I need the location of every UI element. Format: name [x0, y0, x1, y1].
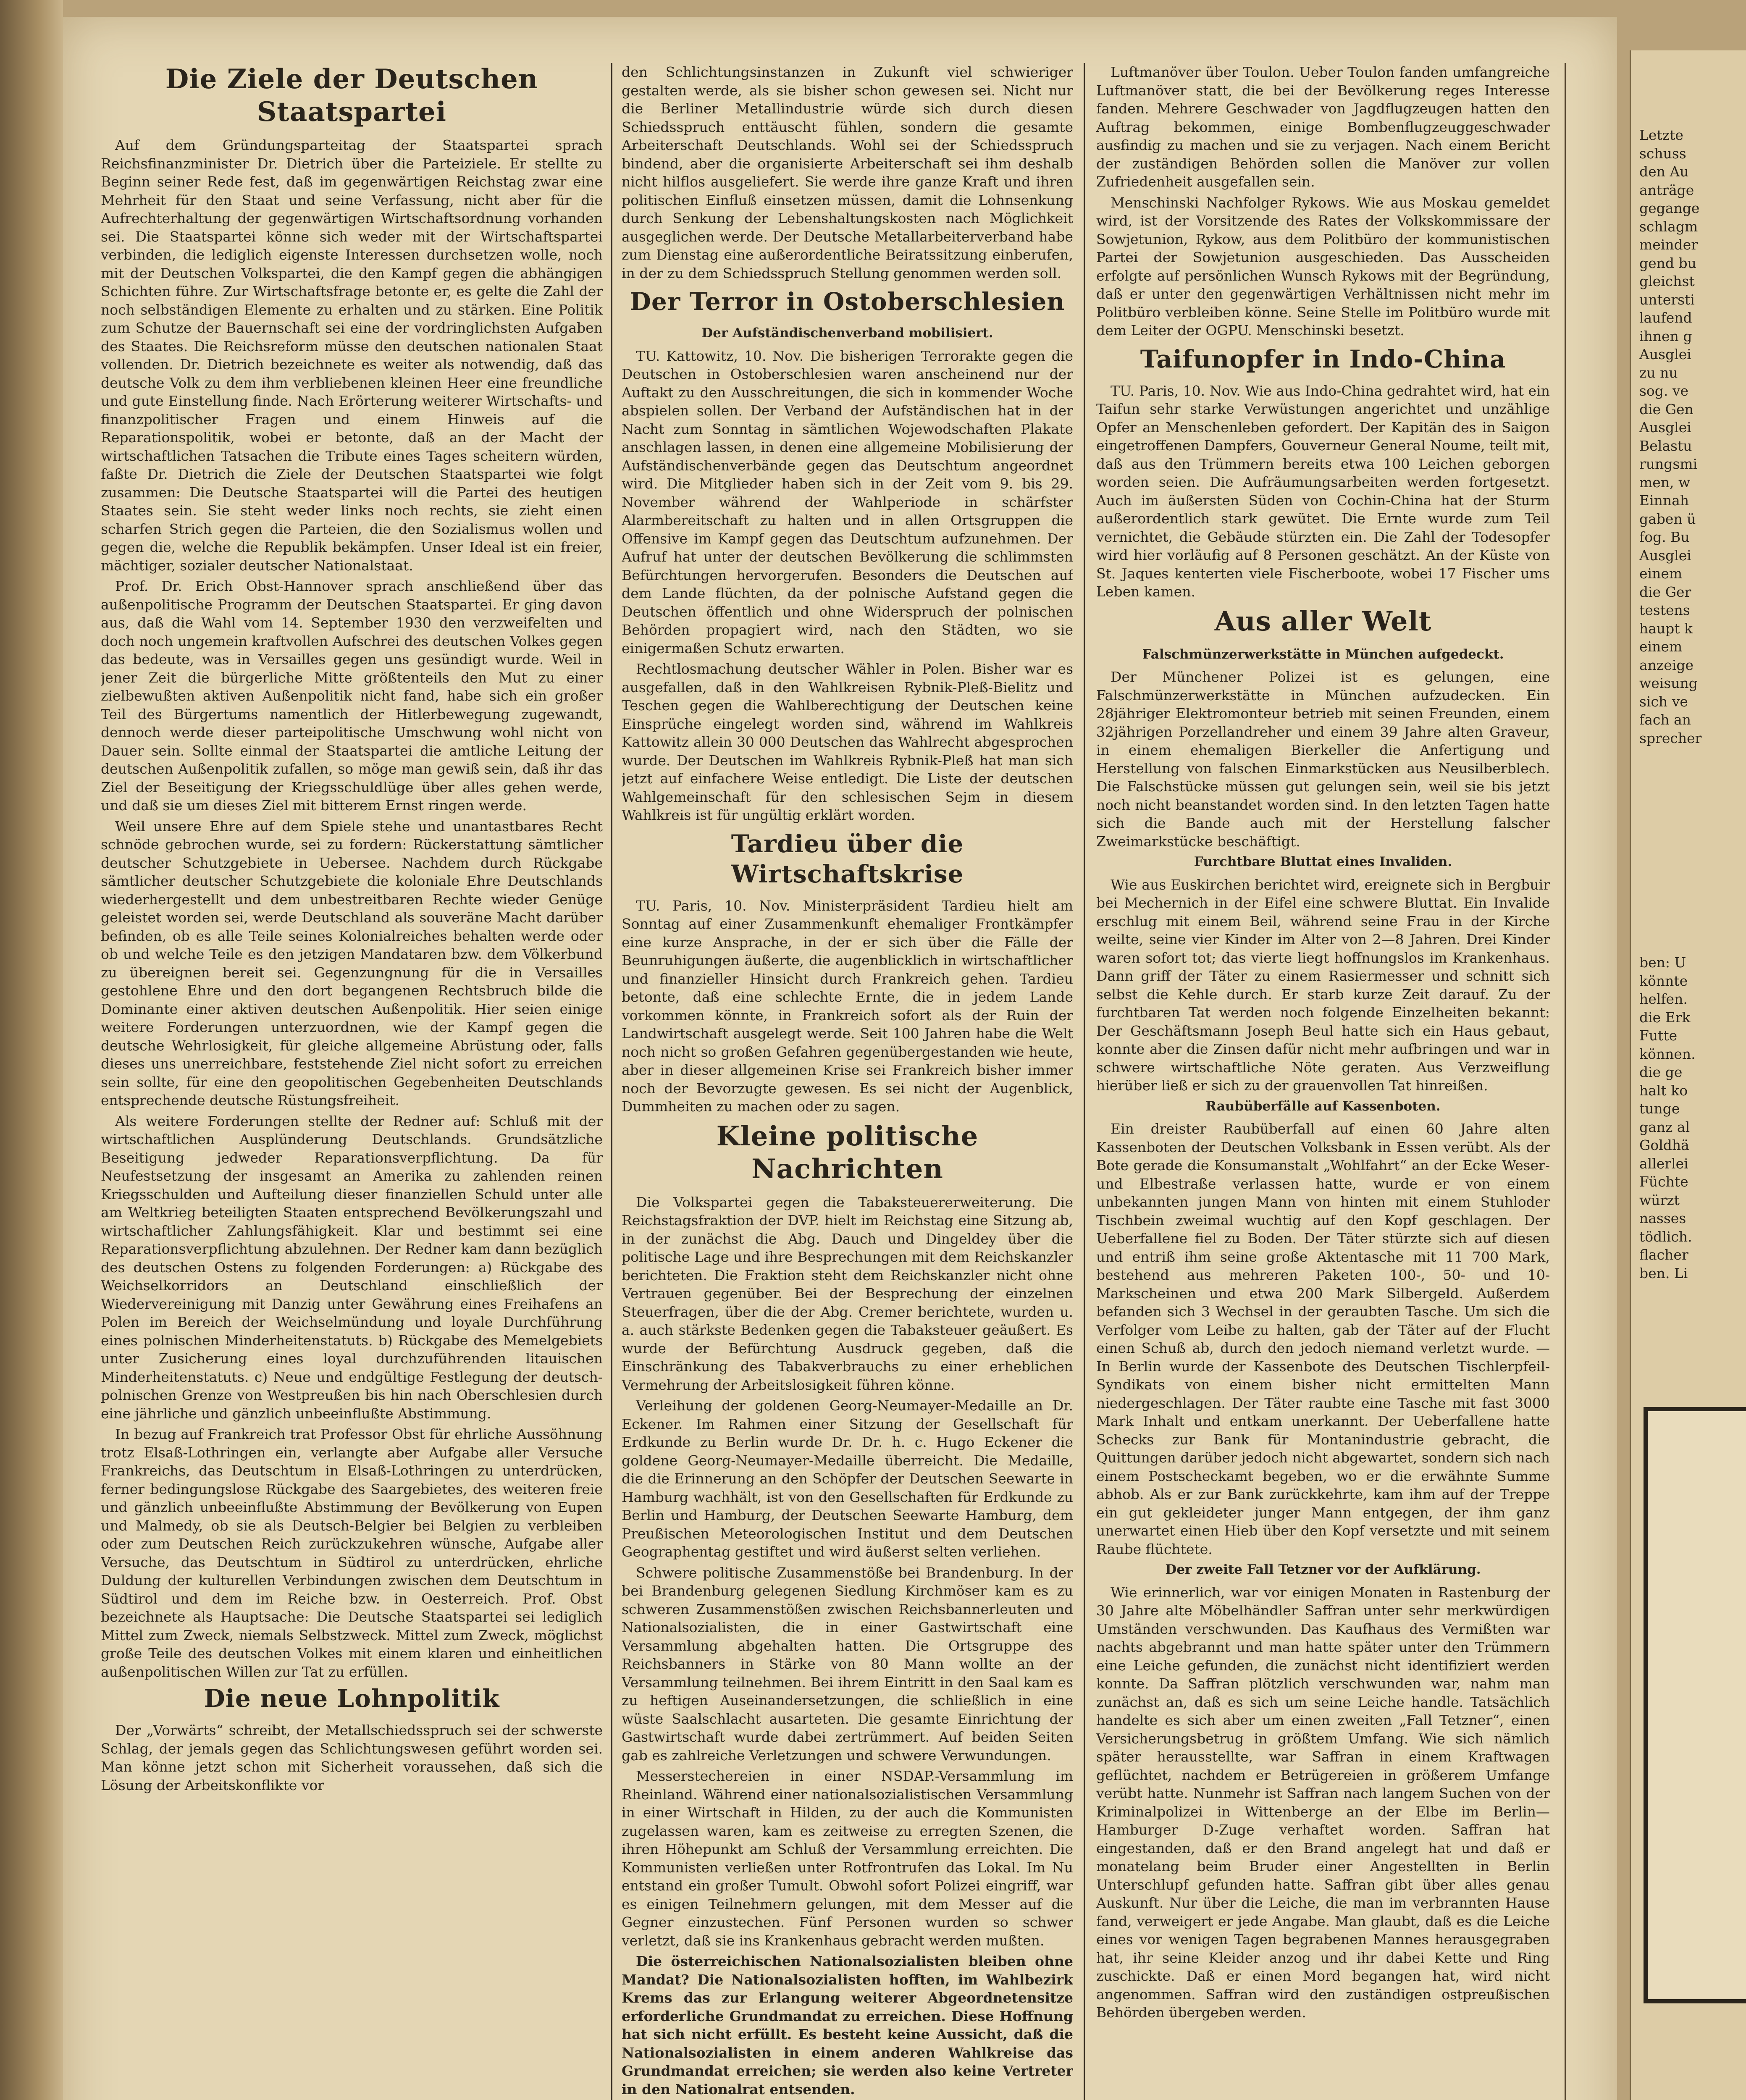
adjacent-text-fragment: Füchte	[1639, 1173, 1688, 1190]
headline-taifun: Taifunopfer in Indo-China	[1140, 344, 1506, 373]
adjacent-text-fragment: Futte	[1639, 1027, 1678, 1044]
adjacent-text-lower	[1631, 953, 1696, 1282]
adjacent-text-fragment: schlagm	[1639, 218, 1698, 235]
adjacent-text-fragment: die ge	[1639, 1064, 1683, 1080]
adjacent-text-fragment: den Au	[1639, 163, 1689, 180]
adjacent-text-fragment: die Erk	[1639, 1009, 1691, 1026]
adjacent-text-fragment: könnte	[1639, 972, 1688, 989]
headline-kleine-nachrichten: Kleine politische Nachrichten	[716, 1120, 979, 1185]
adjacent-text-fragment: meinder	[1639, 236, 1698, 253]
adjacent-text-fragment: Ausglei	[1639, 547, 1691, 564]
adjacent-text-fragment: sprecher	[1639, 730, 1702, 746]
column-rule	[611, 63, 612, 2100]
adjacent-text-fragment: anzeige	[1639, 656, 1694, 673]
article-paragraph: Weil unsere Ehre auf dem Spiele stehe und unantastbares Recht schnöde gebrochen wurde, sei zu fordern: Rückerstattung sämtlicher deutscher Schutzgebiete in Uebersee. Nachdem durch Rückgabe sämtlicher deutscher Schutzgebiete die koloniale Ehre Deutschlands wiederhergestellt und dem unbestreitbaren Rechte wieder Genüge geleistet worden sei, werde Deutschland als souveräne Macht darüber befinden, ob es alle Teile seines Kolonialreiches behalten werde oder ob und welche Teile es den jetzigen Mandataren bzw. dem Völkerbund zu übereignen bereit sei. Gegenzungnung für die in Versailles gestohlene Ehre und den dort begangenen Rechtsbruch bilde die Dominante einer aktiven deutschen Außenpolitik. Hier seien einige weitere Forderungen unterzuordnen, wie der Kampf gegen die deutsche Wehrlosigkeit, für gleiche allgemeine Abrüstung oder, falls dieses uns unerreichbare, feststehende Ziel nicht sofort zu erreichen sein sollte, für eine den geopolitischen Gegebenheiten Deutschlands entsprechende deutsche Rüstungsfreiheit.	[101, 818, 603, 1108]
adjacent-text-fragment: einem	[1639, 638, 1683, 655]
subheadline: Furchtbare Bluttat eines Invaliden.	[1194, 854, 1452, 869]
subheadline: Raubüberfälle auf Kassenboten.	[1205, 1098, 1441, 1114]
subheadline: Der Aufständischenverband mobilisiert.	[701, 326, 993, 341]
article-paragraph: Als weitere Forderungen stellte der Redner auf: Schluß mit der wirtschaftlichen Ausplünderung Deutschlands. Grundsätzliche Beseitigung jedweder Reparationsverpflichtung. Da für Neufestsetzung der insgesamt an Amerika zu zahlenden reinen Kriegsschulden und Aufteilung dieser finanziellen Schuld unter alle am Weltkrieg beteiligten Staaten entsprechend Bevölkerungszahl und wirtschaftlicher Zahlungsfähigkeit. Klar und bestimmt sei eine Reparationsverpflichtung abzulehnen. Der Redner kam dann bezüglich des deutschen Ostens zu folgenden Forderungen: a) Rückgabe des Weichselkorridors an Deutschland einschließlich der Wiedervereinigung mit Danzig unter Gewährung eines Freihafens an Polen im Bereich der Weichselmündung und loyale Durchführung eines polnischen Minderheitenstatuts. b) Rückgabe des Memelgebiets unter Zusicherung eines loyal durchzuführenden litauischen Minderheitenstatuts. c) Neue und endgültige Festlegung der deutsch-polnischen Grenze von Westpreußen bis hin nach Oberschlesien durch eine jährliche und gänzlich unbeeinflußte Abstimmung.	[101, 1113, 603, 1422]
adjacent-text-fragment: ganz al	[1639, 1118, 1690, 1135]
adjacent-text-fragment: untersti	[1639, 291, 1695, 308]
adjacent-text-fragment: schuss	[1639, 145, 1686, 162]
article-paragraph: Verleihung der goldenen Georg-Neumayer-Medaille an Dr. Eckener. Im Rahmen einer Sitzung der Gesellschaft für Erdkunde zu Berlin wurde Dr. Dr. h. c. Hugo Eckener die goldene Georg-Neumayer-Medaille überreicht. Die Medaille, die die Erinnerung an den Schöpfer der Deutschen Seewarte in Hamburg wachhält, ist von den Gesellschaften für Erdkunde zu Berlin und Hamburg, der Deutschen Seewarte Hamburg, dem Preußischen Meteorologischen Institut und dem Deutschen Geographentag gestiftet und wird äußerst selten verliehen.	[622, 1397, 1073, 1560]
adjacent-text-fragment: sog. ve	[1639, 383, 1689, 399]
article-paragraph: Wie aus Euskirchen berichtet wird, ereignete sich in Bergbuir bei Mechernich in der Eifel eine schwere Bluttat. Ein Invalide erschlug mit einem Beil, während seine Frau in der Kirche weilte, seine vier Kinder im Alter von 2—8 Jahren. Drei Kinder waren sofort tot; das vierte liegt hoffnungslos im Krankenhaus. Dann griff der Täter zu einem Rasiermesser und schnitt sich selbst die Kehle durch. Er starb kurze Zeit darauf. Zu der furchtbaren Tat werden noch folgende Einzelheiten bekannt: Der Geschäftsmann Joseph Beul hatte sich ein Haus gebaut, konnte aber die Zinsen dafür nicht mehr aufbringen und war in schwere wirtschaftliche Nöte geraten. Aus Verzweiflung hierüber ließ er sich zu der grauenvollen Tat hinreißen.	[1096, 876, 1550, 1094]
adjacent-text-fragment: ben. Li	[1639, 1265, 1688, 1281]
article-paragraph: Wie erinnerlich, war vor einigen Monaten in Rastenburg der 30 Jahre alte Möbelhändler Saffran unter sehr merkwürdigen Umständen verschwunden. Das Kaufhaus des Vermißten war nachts abgebrannt und man hatte später unter den Trümmern eine Leiche gefunden, die zunächst nicht identifiziert werden konnte. Da Saffran plötzlich verschwunden war, nahm man zunächst an, daß es sich um seine Leiche handle. Tatsächlich handelte es sich aber um einen zweiten „Fall Tetzner“, einen Versicherungsbetrug in größtem Umfang. Wie sich nämlich später herausstellte, war Saffran in einem Kraftwagen geflüchtet, nachdem er Betrügereien in größerem Umfange verübt hatte. Nunmehr ist Saffran nach langem Suchen von der Kriminalpolizei in Wittenberge an der Elbe im Berlin—Hamburger D-Zuge verhaftet worden. Saffran hat eingestanden, daß er den Brand angelegt hat und daß er monatelang beim Bruder einer Angestellten in Berlin Unterschlupf gefunden hatte. Saffran gibt über alles genau Auskunft. Nur über die Leiche, die man im verbrannten Hause fand, verweigert er jede Angabe. Man glaubt, daß es die Leiche eines vor wenigen Tagen begrabenen Mannes herausgegraben hat, ihr seine Kleider anzog und ihr dabei Kette und Ring zuschickte. Daß er einen Mord begangen hat, wird nicht angenommen. Saffran wird den zuständigen ostpreußischen Behörden übergeben werden.	[1096, 1584, 1550, 2021]
article-paragraph: Der Münchener Polizei ist es gelungen, eine Falschmünzerwerkstätte in München aufzudecken. Ein 28jähriger Elektromonteur betrieb mit seinen Freunden, einem 32jährigen Porzellandreher und einem 39 Jahre alten Graveur, in einem ehemaligen Bierkeller die Anfertigung und Herstellung von falschen Einmarkstücken aus Neusilberblech. Die Falschstücke müssen gut gelungen sein, weil sie bis jetzt noch nicht beanstandet worden sind. In den letzten Tagen hatte sich die Bande auch mit der Herstellung falscher Zweimarkstücke beschäftigt.	[1096, 669, 1550, 850]
column-rule	[1084, 63, 1085, 2100]
adjacent-text-fragment: können.	[1639, 1045, 1696, 1062]
article-paragraph: Menschinski Nachfolger Rykows. Wie aus Moskau gemeldet wird, ist der Vorsitzende des Rates der Volkskommissare der Sowjetunion, Rykow, aus dem Politbüro der kommunistischen Partei der Sowjetunion ausgeschieden. Das Ausscheiden erfolgte auf persönlichen Wunsch Rykows mit der Begründung, daß er unter den gegenwärtigen Verhältnissen nicht mehr im Politbüro verbleiben könne. Seine Stelle im Politbüro wurde mit dem Leiter der OGPU. Menschinski besetzt.	[1096, 194, 1550, 339]
adjacent-text-fragment: einem	[1639, 565, 1683, 582]
adjacent-text-fragment: halt ko	[1639, 1082, 1688, 1099]
headline-staatspartei: Die Ziele der Deutschen Staatspartei	[165, 63, 538, 128]
headline-aus-aller-welt: Aus aller Welt	[1214, 605, 1432, 637]
book-spine	[0, 0, 63, 2100]
article-paragraph: Die österreichischen Nationalsozialisten bleiben ohne Mandat? Die Nationalsozialisten hofften, im Wahlbezirk Krems das zur Erlangung weiterer Abgeordnetensitze erforderliche Grundmandat zu erreichen. Diese Hoffnung hat sich nicht erfüllt. Es besteht keine Aussicht, daß die Nationalsozialisten in einem anderen Wahlkreise das Grundmandat erreichen; sie werden also keine Vertreter in den Nationalrat entsenden.	[622, 1953, 1073, 2097]
column-2	[622, 63, 1073, 2100]
adjacent-text-fragment: haupt k	[1639, 620, 1693, 637]
article-paragraph: Rechtlosmachung deutscher Wähler in Polen. Bisher war es ausgefallen, daß in den Wahlkreisen Rybnik-Pleß-Bielitz und Teschen gegen die Wahlberechtigung der Deutschen keine Einsprüche eingelegt worden sind, während im Wahlkreis Kattowitz allein 30 000 Deutschen das Wahlrecht abgesprochen wurde. Der Deutschen im Wahlkreis Rybnik-Pleß hat man sich jetzt auf einfachere Weise entledigt. Die Liste der deutschen Wahlgemeinschaft für den schlesischen Sejm in diesem Wahlkreis ist für ungültig erklärt worden.	[622, 661, 1073, 823]
article-paragraph: Ein dreister Raubüberfall auf einen 60 Jahre alten Kassenboten der Deutschen Volksbank in Essen verübt. Als der Bote gerade die Konsumanstalt „Wohlfahrt“ an der Ecke Weser- und Elbestraße verlassen hatte, wurde er von einem unbekannten jungen Mann von hinten mit einem Stuhloder Tischbein zweimal wuchtig auf den Kopf geschlagen. Der Ueberfallene fiel zu Boden. Der Täter stürzte sich auf diesen und entriß ihm seine große Aktentasche mit 11 700 Mark, bestehend aus mehreren Paketen 100-, 50- und 10-Markscheinen und etwa 200 Mark Silbergeld. Außerdem befanden sich 3 Wechsel in der geraubten Tasche. Um sich die Verfolger vom Leibe zu halten, gab der Täter auf der Flucht einen Schuß ab, durch den jedoch niemand verletzt wurde. — In Berlin wurde der Kassenbote des Deutschen Tischlerpfeil-Syndikats von einem bisher nicht ermittelten Mann niedergeschlagen. Der Täter raubte eine Tasche mit fast 3000 Mark Inhalt und entkam unerkannt. Der Ueberfallene hatte Schecks zur Bank für Montanindustrie gebracht, die Quittungen darüber jedoch nicht abgewartet, sondern sich nach einem Postscheckamt begeben, wo er die erwähnte Summe abhob. Als er zur Bank zurückkehrte, kam ihm auf der Treppe ein gut gekleideter junger Mann entgegen, der ihm ganz unerwartet einen Hieb über den Kopf versetzte und mit seinem Raube flüchtete.	[1096, 1121, 1550, 1557]
subheadline: Falschmünzerwerkstätte in München aufgedeckt.	[1142, 646, 1504, 662]
subheadline: Der zweite Fall Tetzner vor der Aufklärung.	[1165, 1562, 1481, 1577]
article-paragraph: Prof. Dr. Erich Obst-Hannover sprach anschließend über das außenpolitische Programm der Deutschen Staatspartei. Er ging davon aus, daß die Wahl vom 14. September 1930 den verzweifelten und doch noch ungemein kraftvollen Aufschrei des deutschen Volkes gegen das bedeute, was in Versailles gegen uns gesündigt wurde. Weil in jener Zeit die bürgerliche Mitte größtenteils den Mut zu einer zielbewußten aktiven Außenpolitik nicht fand, habe sich ein großer Teil des Bürgertums namentlich der Hitlerbewegung zugewandt, dennoch werde dieser parteipolitische Umschwung wohl nicht von Dauer sein. Sollte einmal der Staatspartei die amtliche Leitung der deutschen Außenpolitik zufallen, so möge man gewiß sein, daß ihr das Ziel der Beseitigung der Kriegsschuldlüge über alles gehen werde, und daß sie um dieses Ziel mit bitterem Ernst ringen werde.	[101, 578, 603, 814]
adjacent-text-fragment: gegange	[1639, 200, 1700, 216]
headline-lohnpolitik: Die neue Lohnpolitik	[204, 1684, 500, 1713]
article-paragraph: TU. Paris, 10. Nov. Wie aus Indo-China gedrahtet wird, hat ein Taifun sehr starke Verwüstungen angerichtet und unzählige Opfer an Menschenleben gefordert. Der Kapitän des in Saigon eingetroffenen Dampfers, Gouverneur General Noume, teilt mit, daß aus den Trümmern bereits etwa 100 Leichen geborgen worden seien. Die Aufräumungsarbeiten werden fortgesetzt. Auch im äußersten Süden von Cochin-China hat der Sturm außerordentlich stark gewütet. Die Ernte wurde zum Teil vernichtet, die Gebäude stürzten ein. Die Zahl der Todesopfer wird hier vorläufig auf 8 Personen geschätzt. An der Küste von St. Jaques kenterten viele Fischerboote, wobei 17 Fischer ums Leben kamen.	[1096, 382, 1550, 600]
adjacent-text-fragment: allerlei	[1639, 1155, 1688, 1172]
article-paragraph: Die Volkspartei gegen die Tabaksteuererweiterung. Die Reichstagsfraktion der DVP. hielt im Reichstag eine Sitzung ab, in der zunächst die Abg. Dauch und Dingeldey über die politische Lage und ihre Besprechungen mit dem Reichskanzler berichteten. Die Fraktion steht dem Reichskanzler nicht ohne Vertrauen gegenüber. Bei der Besprechung der einzelnen Steuerfragen, über die der Abg. Cremer berichtete, wurden u. a. auch stärkste Bedenken gegen die Tabaksteuer geäußert. Es wurde der Befürchtung Ausdruck gegeben, daß die Einschränkung des Tabakverbrauchs zu einer erheblichen Vermehrung der Arbeitslosigkeit führen könne.	[622, 1194, 1073, 1393]
column-1	[101, 63, 603, 2100]
adjacent-text-fragment: Goldhä	[1639, 1137, 1689, 1153]
page-edge-rule	[1565, 63, 1566, 2100]
adjacent-text-fragment: fog. Bu	[1639, 529, 1690, 545]
article-paragraph: den Schlichtungsinstanzen in Zukunft viel schwieriger gestalten werde, als sie bisher schon gewesen sei. Nicht nur die Berliner Metallindustrie würde sich durch diesen Schiedsspruch enttäuscht fühlen, sondern die gesamte Arbeiterschaft Deutschlands. Wohl sei der Schiedsspruch bindend, aber die organisierte Arbeiterschaft sei ihm deshalb nicht hilflos ausgeliefert. Sie werde ihre ganze Kraft und ihren politischen Einfluß einsetzen müssen, damit die Lohnsenkung durch Senkung der Lebenshaltungskosten nach Möglichkeit ausgeglichen werde. Der Deutsche Metallarbeiterverband habe zum Dienstag eine außerordentliche Beiratssitzung einberufen, in der zu dem Schiedsspruch Stellung genommen werden soll.	[622, 64, 1073, 281]
adjacent-text-fragment: die Ger	[1639, 583, 1691, 600]
adjacent-text-fragment: tunge	[1639, 1100, 1680, 1117]
headline-terror-ostoberschlesien: Der Terror in Ostoberschlesien	[630, 287, 1065, 316]
article-paragraph: Schwere politische Zusammenstöße bei Brandenburg. In der bei Brandenburg gelegenen Siedlung Kirchmöser kam es zu schweren Zusammenstößen zwischen Reichsbannerleuten und Nationalsozialisten, die in einer Gastwirtschaft eine Versammlung abgehalten hatten. Die Ortsgruppe des Reichsbanners in Stärke von 80 Mann wollte an der Versammlung teilnehmen. Bei ihrem Eintritt in den Saal kam es zu heftigen Auseinandersetzungen, die schließlich in eine wüste Saalschlacht ausarteten. Die gesamte Einrichtung der Gastwirtschaft wurde dabei zertrümmert. Auf beiden Seiten gab es zahlreiche Verletzungen und schwere Verwundungen.	[622, 1564, 1073, 1764]
article-paragraph: Messerstechereien in einer NSDAP.-Versammlung im Rheinland. Während einer nationalsozialistischen Versammlung in einer Wirtschaft in Hilden, zu der auch die Kommunisten zugelassen waren, kam es zeitweise zu erregten Szenen, die ihren Höhepunkt am Schluß der Versammlung erreichten. Die Kommunisten verließen unter Rotfrontrufen das Lokal. Im Nu entstand ein großer Tumult. Obwohl sofort Polizei eingriff, war es einigen Teilnehmern gelungen, mit dem Messer auf die Gegner einzustechen. Fünf Personen wurden so schwer verletzt, daß sie ins Krankenhaus gebracht werden mußten.	[622, 1768, 1073, 1949]
adjacent-text-fragment: sich ve	[1639, 693, 1688, 710]
adjacent-text-fragment: laufend	[1639, 310, 1692, 326]
adjacent-text-fragment: rungsmi	[1639, 456, 1698, 472]
adjacent-text-fragment: Ausglei	[1639, 346, 1691, 362]
adjacent-text-fragment: gleichst	[1639, 273, 1695, 289]
column-3	[1096, 63, 1550, 2100]
adjacent-text-fragment: men, w	[1639, 474, 1691, 491]
adjacent-text-fragment: helfen.	[1639, 991, 1688, 1007]
adjacent-text-fragment: Letzte	[1639, 127, 1683, 143]
adjacent-text-upper	[1631, 126, 1701, 747]
adjacent-text-fragment: nasses	[1639, 1210, 1686, 1226]
advertisement-box	[1644, 1407, 1746, 2003]
adjacent-text-fragment: flacher	[1639, 1247, 1688, 1263]
adjacent-text-fragment: zu nu	[1639, 364, 1678, 381]
adjacent-text-fragment: testens	[1639, 602, 1690, 618]
adjacent-text-fragment: tödlich.	[1639, 1228, 1692, 1245]
adjacent-text-fragment: ben: U	[1639, 954, 1686, 971]
adjacent-text-fragment: würzt	[1639, 1192, 1680, 1208]
adjacent-text-fragment: fach an	[1639, 711, 1691, 728]
article-paragraph: Der „Vorwärts“ schreibt, der Metallschiedsspruch sei der schwerste Schlag, der jemals gegen das Schlichtungswesen geführt worden sei. Man könne jetzt schon mit Sicherheit voraussehen, daß sich die Lösung der Arbeitskonflikte vor	[101, 1722, 603, 1793]
adjacent-text-fragment: Belastu	[1639, 437, 1692, 454]
adjacent-text-fragment: weisung	[1639, 675, 1698, 691]
article-paragraph: In bezug auf Frankreich trat Professor Obst für ehrliche Aussöhnung trotz Elsaß-Lothringen ein, verlangte aber Aufgabe aller Versuche Frankreichs, das Deutschtum in Elsaß-Lothringen zu unterdrücken, ferner bedingungslose Rückgabe des Saargebietes, des weiteren freie und gänzlich unbeeinflußte Abstimmung der Bevölkerung von Eupen und Malmedy, ob sie als Deutsch-Belgier bei Belgien zu verbleiben oder zum Deutschen Reich zurückzukehren wünsche, Aufgabe aller Versuche, das Deutschtum in Südtirol zu unterdrücken, ehrliche Duldung der kulturellen Verbindungen zwischen dem Deutschtum in Südtirol und dem im Reiche bzw. in Oesterreich. Prof. Obst bezeichnete als Hauptsache: Die Deutsche Staatspartei sei lediglich Mittel zum Zweck, niemals Selbstzweck. Mittel zum Zweck, möglichst große Teile des deutschen Volkes mit einem klaren und einheitlichen außenpolitischen Willen zur Tat zu erfüllen.	[101, 1426, 603, 1680]
adjacent-text-fragment: gaben ü	[1639, 510, 1696, 527]
adjacent-text-fragment: ihnen g	[1639, 328, 1692, 344]
adjacent-text-fragment: Einnah	[1639, 492, 1689, 509]
adjacent-text-fragment: anträge	[1639, 181, 1694, 198]
article-paragraph: Auf dem Gründungsparteitag der Staatspartei sprach Reichsfinanzminister Dr. Dietrich über die Parteiziele. Er stellte zu Beginn seiner Rede fest, daß im gegenwärtigen Reichstag zwar eine Mehrheit für den Staat und seine Verfassung, nicht aber für die Aufrechterhaltung der gegenwärtigen Wirtschaftsordnung vorhanden sei. Die Staatspartei könne sich weder mit der Wirtschaftspartei verbinden, die lediglich eigenste Interessen durchsetzen wolle, noch mit der Deutschen Volkspartei, die den Kampf gegen die abhängigen Schichten führe. Zur Wirtschaftsfrage betonte er, es gelte die Zahl der noch selbständigen Elemente zu erhalten und zu stärken. Eine Politik zum Schutze der Bauernschaft sei eine der vordringlichsten Aufgaben des Staates. Die Reichsreform müsse den deutschen nationalen Staat vollenden. Dr. Dietrich bezeichnete es weiter als notwendig, daß das deutsche Volk zu dem ihm verbliebenen kleinen Heer eine freundliche und gute Einstellung finde. Nach Erörterung weiterer Wirtschafts- und finanzpolitischer Fragen und einem Hinweis auf die Reparationspolitik, wobei er betonte, daß an der Macht der wirtschaftlichen Tatsachen die Tribute eines Tages scheitern würden, faßte Dr. Dietrich die Ziele der Deutschen Staatspartei wie folgt zusammen: Die Deutsche Staatspartei will die Partei des heutigen Staates sein. Sie steht weder links noch rechts, sie zieht einen scharfen Strich gegen die Parteien, die den Sozialismus wollen und gegen die, welche die Republik bekämpfen. Unser Ideal ist ein freier, mächtiger, sozialer deutscher Nationalstaat.	[101, 137, 603, 574]
adjacent-text-fragment: Ausglei	[1639, 419, 1691, 436]
article-paragraph: Luftmanöver über Toulon. Ueber Toulon fanden umfangreiche Luftmanöver statt, die bei der Bevölkerung reges Interesse fanden. Mehrere Geschwader von Jagdflugzeugen hatten den Auftrag bekommen, einige Bombenflugzeuggeschwader ausfindig zu machen und sie zu verjagen. Nach einem Bericht der zuständigen Behörden sollen die Manöver zur vollen Zufriedenheit ausgefallen sein.	[1096, 64, 1550, 190]
article-paragraph: TU. Paris, 10. Nov. Ministerpräsident Tardieu hielt am Sonntag auf einer Zusammenkunft ehemaliger Frontkämpfer eine kurze Ansprache, in der er sich über die Fälle der Beunruhigungen äußerte, die augenblicklich in wirtschaftlicher und finanzieller Hinsicht durch Frankreich gehen. Tardieu betonte, daß eine schlechte Ernte, die in jedem Lande vorkommen könnte, in Frankreich sofort als der Ruin der Landwirtschaft ausgelegt werde. Seit 100 Jahren habe die Welt noch nicht so großen Gefahren gegenübergestanden wie heute, aber in dieser allgemeinen Krise sei Frankreich bisher immer noch der Bevorzugte gewesen. Es sei nicht der Augenblick, Dummheiten zu machen oder zu sagen.	[622, 897, 1073, 1115]
adjacent-text-fragment: die Gen	[1639, 401, 1693, 417]
adjacent-page	[1630, 50, 1746, 2100]
headline-tardieu: Tardieu über die Wirtschaftskrise	[731, 829, 964, 888]
adjacent-text-fragment: gend bu	[1639, 255, 1696, 271]
article-paragraph: TU. Kattowitz, 10. Nov. Die bisherigen Terrorakte gegen die Deutschen in Ostoberschlesien waren anscheinend nur der Auftakt zu den Ausschreitungen, die sich in kommender Woche abspielen sollen. Der Verband der Aufständischen hat in der Nacht zum Sonntag in sämtlichen Wojewodschaften Plakate anschlagen lassen, in denen eine allgemeine Mobilisierung der Aufständischenverbände gegen das Deutschtum angeordnet wird. Die Mitglieder haben sich in der Zeit vom 9. bis 29. November während der Wahlperiode in schärfster Alarmbereitschaft zu halten und in allen Ortsgruppen die Offensive im Kampf gegen das Deutschtum aufzunehmen. Der Aufruf hat unter der deutschen Bevölkerung die schlimmsten Befürchtungen hervorgerufen. Besonders die Deutschen auf dem Lande flüchten, da der polnische Aufstand gegen die Deutschen öffentlich und ohne Widerspruch der polnischen Behörden propagiert wird, nach den Städten, wo sie einigermaßen Schutz erwarten.	[622, 347, 1073, 656]
